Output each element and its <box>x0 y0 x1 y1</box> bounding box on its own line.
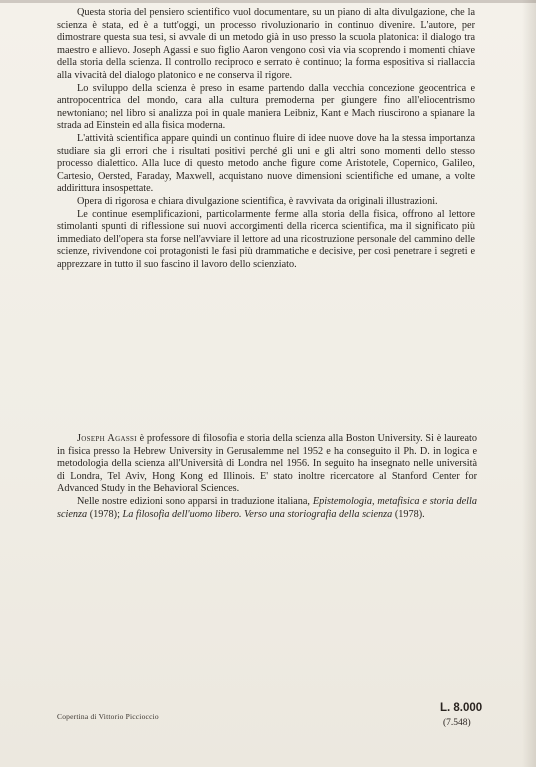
cover-credit: Copertina di Vittorio Piccioccio <box>57 712 159 721</box>
book-title-2: La filosofia dell'uomo libero. Verso una storiografia della scienza <box>122 508 393 520</box>
blurb-paragraph: Le continue esemplificazioni, particolarmente ferme alla storia della fisica, offrono al lettore stimolanti spunti di riflessione sui nuovi accorgimenti della ricerca scientifica, ma il significato più immediato dell'opera sta forse nell'avviare il lettore ad una ricostruzione personale del cammino delle scienze, rivivendone coi protagonisti le fasi più drammatiche e decisive, per così penetrare i segreti e apprezzare in tutto il suo fascino il lavoro dello scienziato. <box>57 208 475 270</box>
bibliography-paragraph <box>57 496 477 521</box>
page-right-edge <box>522 0 536 767</box>
bio-paragraph <box>57 433 477 496</box>
author-bio <box>57 433 477 521</box>
blurb-paragraph: L'attività scientifica appare quindi un continuo fluire di idee nuove dove ha la stessa importanza studiare sia gli errori che i risultati positivi perché gli uni e gli altri sono momenti dello stesso processo dialettico. Alla luce di questo metodo anche figure come Aristotele, Copernico, Galileo, Cartesio, Oersted, Faraday, Maxwell, acquistano nuove dimensioni scientifiche ed umane, a volte addirittura insospettate. <box>57 132 475 195</box>
bibliography-year-2: (1978). <box>392 508 425 520</box>
blurb-paragraph: Opera di rigorosa e chiara divulgazione scientifica, è ravvivata da originali illustrazioni. <box>77 195 438 207</box>
blurb-paragraph: Questa storia del pensiero scientifico vuol documentare, su un piano di alta divulgazione, che la scienza è stata, ed è a tutt'oggi, un processo rivoluzionario in continuo divenire. L'autore, per dimostrare questa sua tesi, si avvale di un metodo già in uso presso la scuola platonica: il dialogo tra maestro e allievo. Joseph Agassi e suo figlio Aaron vengono così via via scoprendo i momenti chiave della storia della scienza. Il controllo reciproco e serrato è continuo; la forma espositiva si riallaccia alla vivacità del dialogo platonico e ne conserva il rigore. <box>57 7 475 81</box>
page-top-edge <box>0 0 536 3</box>
price-label: L. 8.000 <box>440 702 483 714</box>
bio-text: è professore di filosofia e storia della scienza alla Boston University. Si è laureato in fisica presso la Hebrew University in Gerusalemme nel 1952 e ha conseguito il Ph. D. in logica e metodologia della scienza all'Università di Londra nel 1956. In seguito ha insegnato nelle università di Londra, Tel Aviv, Hong Kong ed Illinois. E' stato inoltre ricercatore al Stanford Center for Advanced Study in the Behavioral Sciences. <box>57 433 477 495</box>
blurb-text <box>57 7 475 271</box>
book-title-1: Epistemologia, metafisica e storia della scienza <box>57 495 477 520</box>
blurb-paragraph: Lo sviluppo della scienza è preso in esame partendo dalla vecchia concezione geocentrica e antropocentrica del mondo, cara alla cultura premoderna per giungere fino all'eliocentrismo newtoniano; nel libro si analizza poi in quale maniera Leibniz, Kant e Mach riuscirono a spianare la strada ad Einstein ed alla fisica moderna. <box>57 82 475 132</box>
catalog-code: (7.548) <box>443 718 471 728</box>
bibliography-intro: Nelle nostre edizioni sono apparsi in traduzione italiana, <box>77 495 313 507</box>
author-name: Joseph Agassi <box>77 433 137 444</box>
bibliography-year-1: (1978); <box>87 508 123 520</box>
